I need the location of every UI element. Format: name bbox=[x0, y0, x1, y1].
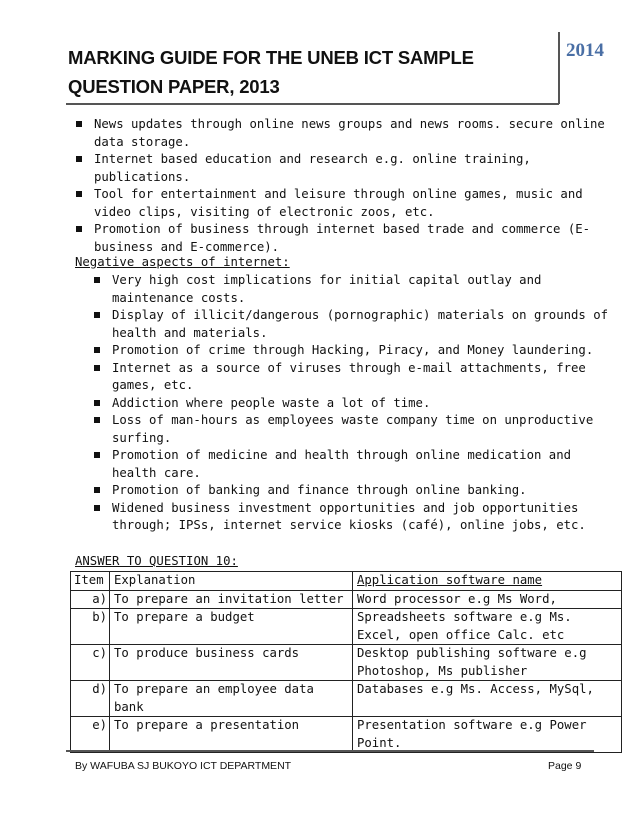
list-item: Promotion of crime through Hacking, Piracy, and Money laundering. bbox=[92, 342, 612, 360]
cell-software: Desktop publishing software e.g Photoshop, Ms publisher bbox=[353, 645, 622, 681]
table-row bbox=[71, 645, 622, 681]
bullet-square-icon bbox=[94, 277, 100, 283]
bullet-square-icon bbox=[94, 487, 100, 493]
list-item: Promotion of business through internet based trade and commerce (E-business and E-commerce). bbox=[74, 221, 614, 256]
answer-heading: ANSWER TO QUESTION 10: bbox=[75, 554, 238, 568]
positive-aspects-list bbox=[74, 116, 614, 256]
list-item: Internet as a source of viruses through e-mail attachments, free games, etc. bbox=[92, 360, 612, 395]
list-item: Promotion of banking and finance through online banking. bbox=[92, 482, 612, 500]
cell-software: Spreadsheets software e.g Ms. Excel, open office Calc. etc bbox=[353, 609, 622, 645]
list-item: Display of illicit/dangerous (pornographic) materials on grounds of health and materials. bbox=[92, 307, 612, 342]
bullet-square-icon bbox=[94, 452, 100, 458]
bullet-square-icon bbox=[94, 365, 100, 371]
bullet-square-icon bbox=[94, 347, 100, 353]
negative-aspects-list bbox=[92, 272, 612, 535]
bullet-square-icon bbox=[76, 191, 82, 197]
footer-divider bbox=[66, 750, 594, 752]
table-row bbox=[71, 590, 622, 609]
header-divider-horizontal bbox=[66, 103, 559, 105]
cell-item: a) bbox=[71, 590, 110, 609]
list-item: Tool for entertainment and leisure through online games, music and video clips, visiting of electronic zoos, etc. bbox=[74, 186, 614, 221]
bullet-square-icon bbox=[94, 505, 100, 511]
list-item: Promotion of medicine and health through online medication and health care. bbox=[92, 447, 612, 482]
bullet-square-icon bbox=[76, 156, 82, 162]
cell-explanation: To prepare an employee data bank bbox=[110, 681, 353, 717]
list-item: News updates through online news groups and news rooms. secure online data storage. bbox=[74, 116, 614, 151]
table-row bbox=[71, 717, 622, 753]
bullet-square-icon bbox=[94, 400, 100, 406]
bullet-square-icon bbox=[94, 417, 100, 423]
column-header-software: Application software name bbox=[353, 572, 622, 591]
footer-page-number: Page 9 bbox=[548, 760, 582, 772]
bullet-square-icon bbox=[76, 121, 82, 127]
list-item: Internet based education and research e.g. online training, publications. bbox=[74, 151, 614, 186]
list-item: Addiction where people waste a lot of time. bbox=[92, 395, 612, 413]
page-header-title: MARKING GUIDE FOR THE UNEB ICT SAMPLE QUESTION PAPER, 2013 bbox=[68, 47, 474, 97]
cell-item: c) bbox=[71, 645, 110, 681]
cell-explanation: To produce business cards bbox=[110, 645, 353, 681]
cell-explanation: To prepare an invitation letter bbox=[110, 590, 353, 609]
cell-explanation: To prepare a budget bbox=[110, 609, 353, 645]
list-item: Loss of man-hours as employees waste company time on unproductive surfing. bbox=[92, 412, 612, 447]
cell-item: d) bbox=[71, 681, 110, 717]
cell-item: b) bbox=[71, 609, 110, 645]
table-row bbox=[71, 609, 622, 645]
answer-table bbox=[70, 571, 622, 753]
cell-item: e) bbox=[71, 717, 110, 753]
bullet-square-icon bbox=[76, 226, 82, 232]
cell-software: Databases e.g Ms. Access, MySql, bbox=[353, 681, 622, 717]
list-item: Widened business investment opportunities and job opportunities through; IPSs, internet service kiosks (café), online jobs, etc. bbox=[92, 500, 612, 535]
column-header-explanation: Explanation bbox=[110, 572, 353, 591]
footer-author: By WAFUBA SJ BUKOYO ICT DEPARTMENT bbox=[75, 760, 292, 772]
header-year: 2014 bbox=[566, 40, 604, 61]
bullet-square-icon bbox=[94, 312, 100, 318]
negative-aspects-heading: Negative aspects of internet: bbox=[75, 255, 290, 269]
table-row bbox=[71, 681, 622, 717]
table-header-row bbox=[71, 572, 622, 591]
list-item: Very high cost implications for initial capital outlay and maintenance costs. bbox=[92, 272, 612, 307]
column-header-item: Item bbox=[71, 572, 110, 591]
header-divider-vertical bbox=[558, 32, 560, 104]
cell-software: Presentation software e.g Power Point. bbox=[353, 717, 622, 753]
cell-software: Word processor e.g Ms Word, bbox=[353, 590, 622, 609]
cell-explanation: To prepare a presentation bbox=[110, 717, 353, 753]
